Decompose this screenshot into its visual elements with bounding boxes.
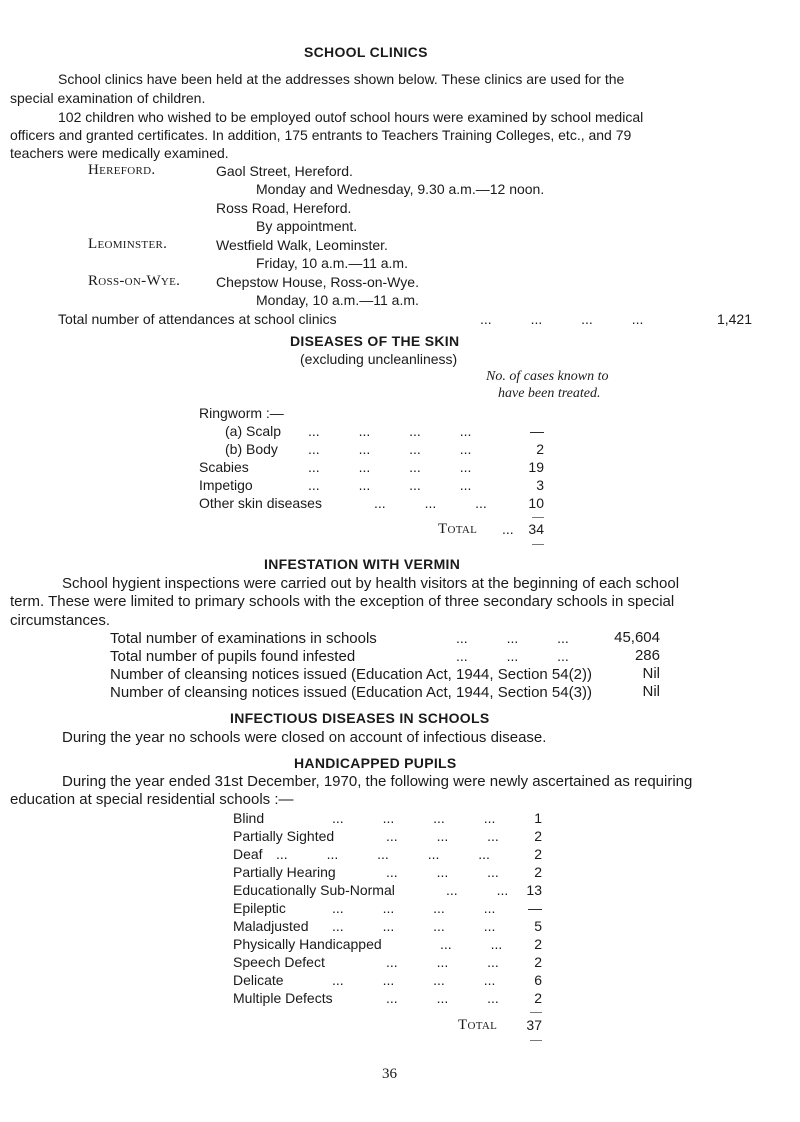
skin-row-label: (a) Scalp xyxy=(225,423,282,439)
skin-row-value: 2 xyxy=(536,441,544,457)
leader-dots: ... xyxy=(502,521,514,537)
skin-total-label: Total xyxy=(438,521,478,537)
handicap-row-value: 13 xyxy=(526,882,542,898)
skin-row-value: 3 xyxy=(536,477,544,493)
clinics-paragraph-line: 102 children who wished to be employed outof school hours were examined by school medical xyxy=(58,109,644,125)
leader-dots: ... ... ... xyxy=(386,954,499,970)
handicap-row-value: 2 xyxy=(534,990,542,1006)
clinics-paragraph-line: officers and granted certificates. In addition, 175 entrants to Teachers Training Colleges, etc., and 79 xyxy=(10,127,632,143)
vermin-row-label: Number of cleansing notices issued (Education Act, 1944, Section 54(2)) xyxy=(110,666,592,683)
vermin-row-label: Number of cleansing notices issued (Education Act, 1944, Section 54(3)) xyxy=(110,684,592,701)
handicap-row-label: Partially Hearing xyxy=(233,864,336,880)
handicap-row-value: 2 xyxy=(534,828,542,844)
leader-dots: ... ... ... ... xyxy=(308,459,472,475)
handicap-total-value: 37 xyxy=(526,1017,542,1033)
handicap-row-label: Epileptic xyxy=(233,900,286,916)
clinic-hours: Monday, 10 a.m.—11 a.m. xyxy=(256,292,419,308)
handicap-row-value: 1 xyxy=(534,810,542,826)
ringworm-label: Ringworm :— xyxy=(199,405,284,421)
section-heading-infectious: INFECTIOUS DISEASES IN SCHOOLS xyxy=(230,710,490,726)
handicap-row-label: Deaf xyxy=(233,846,263,862)
vermin-row-value: 286 xyxy=(634,647,660,664)
sum-rule xyxy=(532,517,544,518)
sum-rule xyxy=(530,1012,542,1013)
section-heading-handicapped: HANDICAPPED PUPILS xyxy=(294,755,457,771)
clinics-paragraph-line: teachers were medically examined. xyxy=(10,145,229,161)
clinic-attendance-total-value: 1,421 xyxy=(716,311,752,327)
clinic-address: Chepstow House, Ross-on-Wye. xyxy=(216,274,419,290)
handicap-row-label: Maladjusted xyxy=(233,918,309,934)
vermin-row-label: Total number of pupils found infested xyxy=(110,648,356,665)
clinic-attendance-total-label: Total number of attendances at school clinics xyxy=(58,311,337,327)
handicap-row-value: 6 xyxy=(534,972,542,988)
handicap-total-label: Total xyxy=(458,1017,498,1033)
handicap-row-value: — xyxy=(528,900,542,916)
handicap-row-label: Multiple Defects xyxy=(233,990,333,1006)
leader-dots: ... ... ... ... xyxy=(332,810,496,826)
skin-row-label: Scabies xyxy=(199,459,249,475)
clinics-paragraph-line: special examination of children. xyxy=(10,90,206,106)
leader-dots: ... ... ... ... xyxy=(308,477,472,493)
handicap-row-label: Partially Sighted xyxy=(233,828,335,844)
leader-dots: ... ... ... xyxy=(456,648,569,664)
handicap-row-value: 2 xyxy=(534,954,542,970)
skin-total-value: 34 xyxy=(528,521,544,537)
page-number: 36 xyxy=(382,1066,397,1082)
skin-row-value: 19 xyxy=(528,459,544,475)
vermin-paragraph-line: School hygient inspections were carried out by health visitors at the beginning of each school xyxy=(62,575,680,592)
clinic-location-label: Ross-on-Wye. xyxy=(88,273,181,289)
section-subheading: (excluding uncleanliness) xyxy=(300,351,458,367)
skin-row-label: (b) Body xyxy=(225,441,278,457)
skin-row-value: 10 xyxy=(528,495,544,511)
handicap-row-value: 2 xyxy=(534,936,542,952)
section-heading-vermin: INFESTATION WITH VERMIN xyxy=(264,556,461,572)
handicap-row-label: Physically Handicapped xyxy=(233,936,382,952)
vermin-row-value: Nil xyxy=(642,683,660,700)
sum-rule xyxy=(530,1040,542,1041)
leader-dots: ... ... ... ... xyxy=(332,972,496,988)
skin-row-label: Impetigo xyxy=(199,477,253,493)
clinic-location-label: Hereford. xyxy=(88,162,156,178)
clinic-address: Gaol Street, Hereford. xyxy=(216,163,353,179)
leader-dots: ... ... ... ... xyxy=(332,900,496,916)
section-heading-skin-diseases: DISEASES OF THE SKIN xyxy=(290,333,460,349)
vermin-row-value: Nil xyxy=(642,665,660,682)
leader-dots: ... ... ... xyxy=(374,495,487,511)
vermin-paragraph-line: circumstances. xyxy=(10,612,111,629)
skin-row-label: Other skin diseases xyxy=(199,495,322,511)
sum-rule xyxy=(532,544,544,545)
clinic-address: Westfield Walk, Leominster. xyxy=(216,237,388,253)
clinic-address: Ross Road, Hereford. xyxy=(216,200,352,216)
clinic-hours: By appointment. xyxy=(256,218,358,234)
clinic-location-label: Leominster. xyxy=(88,236,168,252)
leader-dots: ... ... ... xyxy=(456,630,569,646)
vermin-row-label: Total number of examinations in schools xyxy=(110,630,377,647)
handicap-row-value: 5 xyxy=(534,918,542,934)
handicap-row-label: Educationally Sub-Normal xyxy=(233,882,395,898)
leader-dots: ... ... ... ... xyxy=(332,918,496,934)
section-heading-school-clinics: SCHOOL CLINICS xyxy=(304,44,428,60)
clinics-paragraph-line: School clinics have been held at the addresses shown below. These clinics are used for the xyxy=(58,71,625,87)
column-header: No. of cases known to xyxy=(486,369,609,384)
handicap-row-value: 2 xyxy=(534,846,542,862)
vermin-paragraph-line: term. These were limited to primary schools with the exception of three secondary schools in special xyxy=(10,593,675,610)
handicapped-paragraph-line: education at special residential schools :— xyxy=(10,791,294,808)
leader-dots: ... ... ... ... ... xyxy=(276,846,490,862)
leader-dots: ... ... ... xyxy=(386,828,499,844)
leader-dots: ... ... ... xyxy=(386,864,499,880)
infectious-paragraph: During the year no schools were closed on account of infectious disease. xyxy=(62,729,547,746)
handicap-row-label: Blind xyxy=(233,810,265,826)
leader-dots: ... ... ... ... xyxy=(480,311,644,327)
clinic-hours: Monday and Wednesday, 9.30 a.m.—12 noon. xyxy=(256,181,545,197)
leader-dots: ... ... xyxy=(440,936,503,952)
handicap-row-label: Speech Defect xyxy=(233,954,325,970)
vermin-row-value: 45,604 xyxy=(614,629,660,646)
skin-row-value: — xyxy=(530,423,544,439)
clinic-hours: Friday, 10 a.m.—11 a.m. xyxy=(256,255,408,271)
handicap-row-label: Delicate xyxy=(233,972,284,988)
leader-dots: ... ... ... xyxy=(386,990,499,1006)
handicapped-paragraph-line: During the year ended 31st December, 1970, the following were newly ascertained as requiring xyxy=(62,773,693,790)
leader-dots: ... ... ... ... xyxy=(308,423,472,439)
leader-dots: ... ... ... ... xyxy=(308,441,472,457)
handicap-row-value: 2 xyxy=(534,864,542,880)
leader-dots: ... ... xyxy=(446,882,509,898)
column-header: have been treated. xyxy=(498,386,601,401)
